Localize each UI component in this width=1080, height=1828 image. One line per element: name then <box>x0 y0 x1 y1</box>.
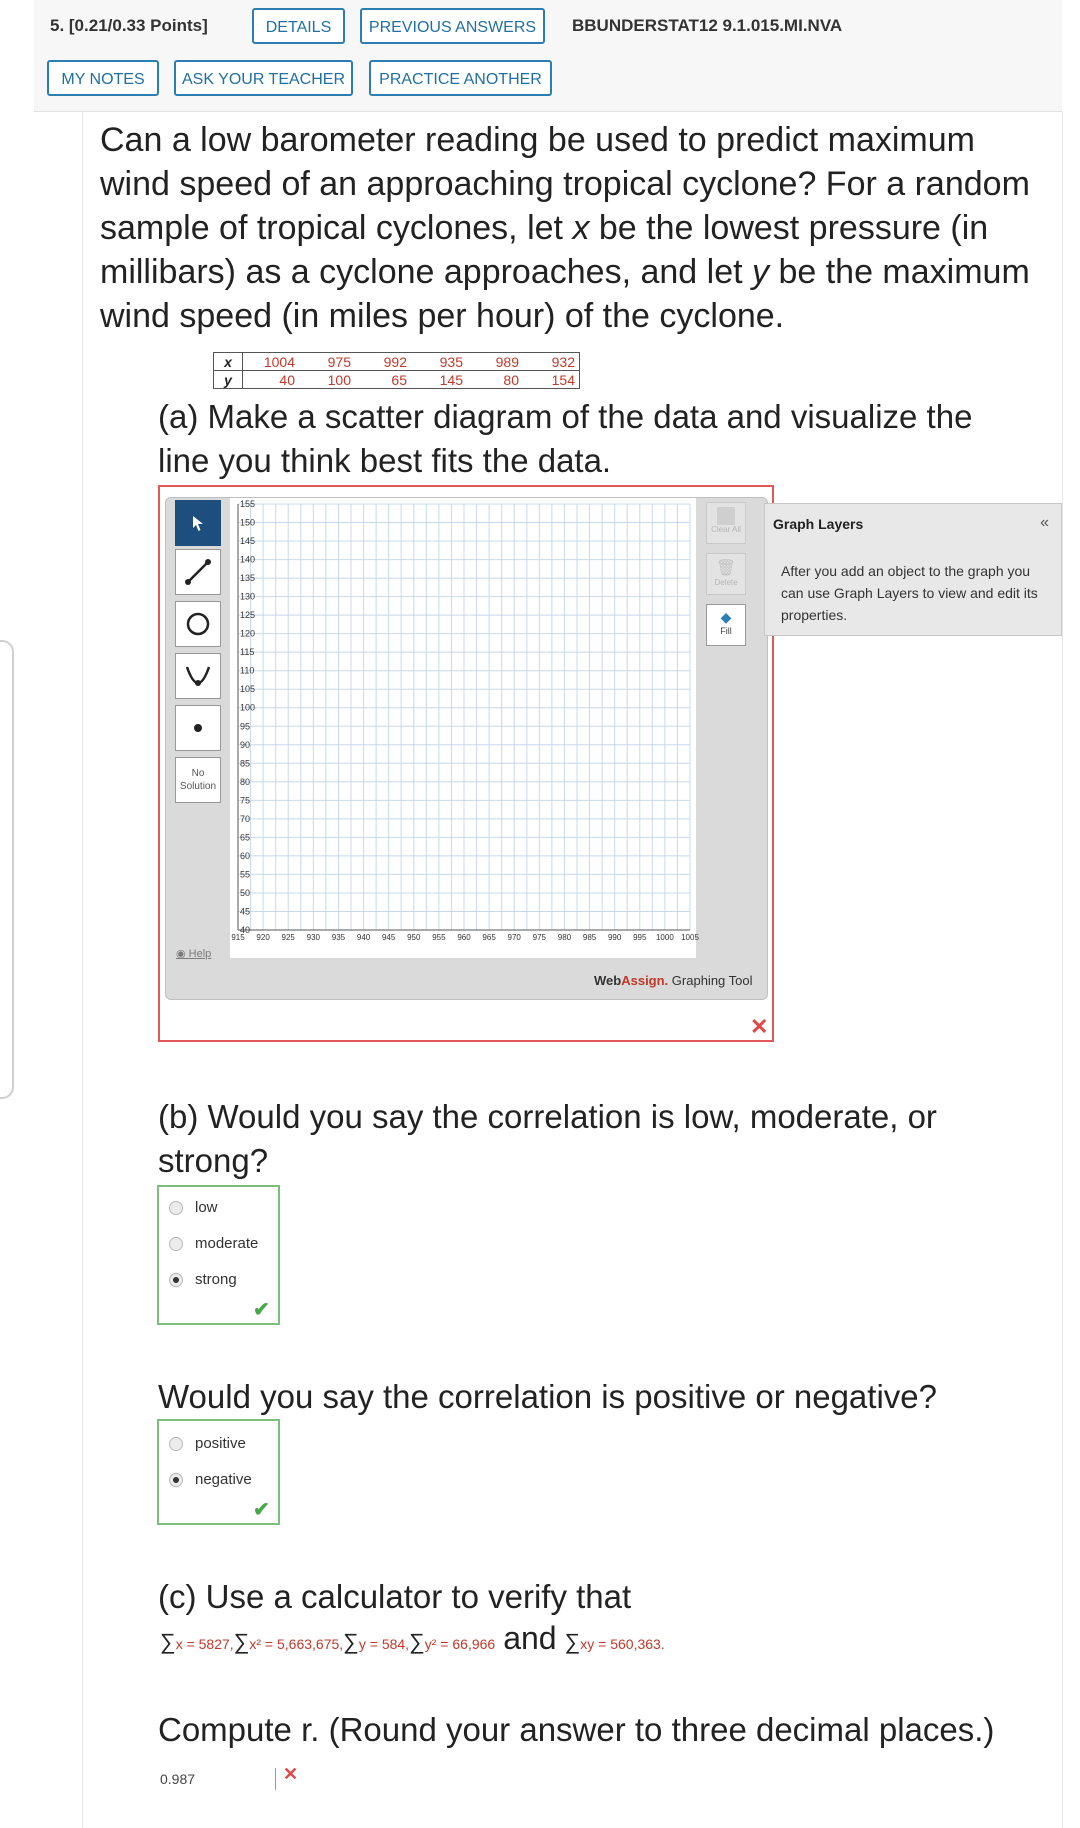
compute-r-prompt: Compute r. (Round your answer to three decimal places.) <box>158 1711 995 1748</box>
radio-button-selected[interactable] <box>169 1273 183 1287</box>
my-notes-button[interactable]: MY NOTES <box>47 60 159 96</box>
answer-value[interactable]: 0.987 <box>160 1771 196 1787</box>
y-value: 65 <box>355 371 411 389</box>
radio-button[interactable] <box>169 1437 183 1451</box>
incorrect-icon: ✕ <box>750 1014 769 1039</box>
y-tick-label: 110 <box>240 665 255 676</box>
content-border-right <box>1062 112 1063 1828</box>
graph-canvas[interactable] <box>230 498 699 958</box>
y-tick-label: 155 <box>240 499 256 509</box>
circle-icon <box>184 610 212 638</box>
x-tick-label: 975 <box>532 933 547 942</box>
x-value: 932 <box>523 353 580 371</box>
x-value: 992 <box>355 353 411 371</box>
data-table <box>213 352 580 389</box>
x-tick-label: 990 <box>607 933 622 942</box>
y-tick-label: 50 <box>240 887 251 898</box>
x-tick-label: 960 <box>457 933 471 942</box>
and-text: and <box>503 1620 557 1656</box>
y-value: 145 <box>411 371 467 389</box>
part-a-prompt: (a) Make a scatter diagram of the data and visualize the line you think best fits the data. <box>158 398 973 479</box>
radio-option-moderate[interactable]: moderate <box>169 1235 258 1252</box>
x-tick-label: 985 <box>582 933 597 942</box>
y-tick-label: 150 <box>240 517 256 528</box>
x-tick-label: 935 <box>331 933 346 942</box>
y-value: 154 <box>523 371 580 389</box>
y-tick-label: 85 <box>240 758 251 769</box>
parabola-icon <box>181 659 215 693</box>
collapse-icon[interactable]: « <box>1040 514 1049 531</box>
y-label: y <box>214 371 243 389</box>
point-tool[interactable] <box>175 705 221 751</box>
previous-answers-button[interactable]: PREVIOUS ANSWERS <box>360 8 545 44</box>
x-tick-label: 930 <box>306 933 321 942</box>
sigma-symbol: ∑ <box>409 1629 425 1654</box>
sum-x: x = 5827, <box>175 1636 234 1652</box>
parabola-tool[interactable] <box>175 653 221 699</box>
correct-check-icon: ✔ <box>253 1299 270 1321</box>
x-tick-label: 925 <box>281 933 295 942</box>
answer-divider <box>275 1768 276 1790</box>
correlation-strength-group <box>157 1185 280 1325</box>
point-icon <box>190 720 206 736</box>
pointer-tool[interactable] <box>175 500 221 546</box>
y-tick-label: 40 <box>240 925 251 935</box>
question-points: 5. [0.21/0.33 Points] <box>50 16 208 35</box>
sigma-symbol: ∑ <box>233 1629 250 1654</box>
x-value: 1004 <box>243 353 300 371</box>
summation-values <box>160 1620 665 1657</box>
y-tick-label: 80 <box>240 776 251 787</box>
sigma-symbol: ∑ <box>564 1629 581 1654</box>
x-value: 935 <box>411 353 467 371</box>
y-tick-label: 145 <box>240 536 256 547</box>
correlation-sign-group <box>157 1419 280 1525</box>
y-tick-label: 75 <box>240 795 251 806</box>
y-tick-label: 135 <box>240 573 256 584</box>
y-tick-label: 95 <box>240 721 251 732</box>
x-tick-label: 915 <box>231 933 245 942</box>
x-tick-label: 970 <box>507 933 521 942</box>
sigma-symbol: ∑ <box>160 1629 176 1654</box>
y-tick-label: 55 <box>240 869 251 880</box>
line-icon <box>181 555 215 589</box>
details-button[interactable]: DETAILS <box>252 8 345 44</box>
radio-button-selected[interactable] <box>169 1473 183 1487</box>
x-tick-label: 920 <box>256 933 270 942</box>
radio-button[interactable] <box>169 1237 183 1251</box>
x-tick-label: 965 <box>482 933 496 942</box>
practice-another-button[interactable]: PRACTICE ANOTHER <box>369 60 552 96</box>
y-tick-label: 60 <box>240 850 251 861</box>
x-tick-label: 1000 <box>655 933 674 942</box>
sum-x-squared: x² = 5,663,675, <box>249 1636 344 1652</box>
y-tick-label: 45 <box>240 906 251 917</box>
line-tool[interactable] <box>175 549 221 595</box>
radio-option-strong[interactable]: strong <box>169 1271 237 1288</box>
y-value: 40 <box>243 371 300 389</box>
y-value: 100 <box>299 371 355 389</box>
part-b-prompt: (b) Would you say the correlation is low, moderate, or strong? <box>158 1098 937 1179</box>
x-value: 975 <box>299 353 355 371</box>
fill-bucket-icon: ◆ <box>720 609 732 625</box>
radio-option-negative[interactable]: negative <box>169 1471 252 1488</box>
sum-y: y = 584, <box>358 1636 410 1652</box>
content-border-left <box>82 112 83 1828</box>
x-tick-label: 980 <box>557 933 572 942</box>
part-c-prompt: (c) Use a calculator to verify that <box>158 1578 632 1615</box>
ask-teacher-button[interactable]: ASK YOUR TEACHER <box>174 60 353 96</box>
x-tick-label: 955 <box>432 933 446 942</box>
y-tick-label: 70 <box>240 813 251 824</box>
clear-all-button[interactable]: Clear All <box>706 502 746 544</box>
y-tick-label: 125 <box>240 610 256 621</box>
x-tick-label: 940 <box>356 933 371 942</box>
side-panel-tab[interactable] <box>0 640 14 1099</box>
graph-layers-title: Graph Layers <box>773 516 864 532</box>
clear-all-icon <box>717 507 735 525</box>
x-tick-label: 995 <box>633 933 647 942</box>
circle-tool[interactable] <box>175 601 221 647</box>
help-link[interactable]: ◉ Help <box>176 948 212 960</box>
incorrect-icon: ✕ <box>283 1764 299 1784</box>
y-tick-label: 100 <box>240 702 256 713</box>
fill-button[interactable]: ◆ Fill <box>706 604 746 646</box>
y-tick-label: 105 <box>240 684 256 695</box>
trash-icon: 🗑 <box>715 560 737 577</box>
graph-layers-panel <box>764 503 1062 636</box>
pointer-icon <box>188 513 208 533</box>
y-value: 80 <box>467 371 523 389</box>
webassign-brand: WebAssign. Graphing Tool <box>594 973 753 988</box>
graph-background <box>230 498 696 958</box>
sigma-symbol: ∑ <box>343 1629 359 1654</box>
correct-check-icon: ✔ <box>253 1499 270 1521</box>
radio-option-positive[interactable]: positive <box>169 1435 246 1452</box>
radio-option-low[interactable]: low <box>169 1199 218 1216</box>
graph-layers-hint: After you add an object to the graph you can use Graph Layers to view and edit its properties. <box>781 563 1038 623</box>
correlation-sign-prompt: Would you say the correlation is positive or negative? <box>158 1378 937 1415</box>
sum-xy: xy = 560,363. <box>580 1636 665 1652</box>
problem-code: BBUNDERSTAT12 9.1.015.MI.NVA <box>572 16 843 35</box>
x-tick-label: 945 <box>381 933 396 942</box>
y-tick-label: 65 <box>240 832 251 843</box>
x-tick-label: 1005 <box>681 933 699 942</box>
x-value: 989 <box>467 353 523 371</box>
y-tick-label: 90 <box>240 739 251 750</box>
y-tick-label: 130 <box>240 591 256 602</box>
x-tick-label: 950 <box>407 933 421 942</box>
x-label: x <box>214 353 243 371</box>
no-solution-tool[interactable] <box>175 757 221 803</box>
y-tick-label: 115 <box>240 647 255 658</box>
no-solution-label: No Solution <box>179 768 217 792</box>
y-tick-label: 120 <box>240 628 256 639</box>
sum-y-squared: y² = 66,966 <box>424 1636 496 1652</box>
y-tick-label: 140 <box>240 554 256 565</box>
radio-button[interactable] <box>169 1201 183 1215</box>
question-text: Can a low barometer reading be used to predict maximum wind speed of an approaching tropical cyclone? For a random sample of tropical cyclones, let x be the lowest pressure (in millibars) as a cyclone approaches, and let y be the maximum wind speed (in miles per hour) of the cyclone. <box>100 121 1030 335</box>
delete-button[interactable]: 🗑 Delete <box>706 553 746 595</box>
